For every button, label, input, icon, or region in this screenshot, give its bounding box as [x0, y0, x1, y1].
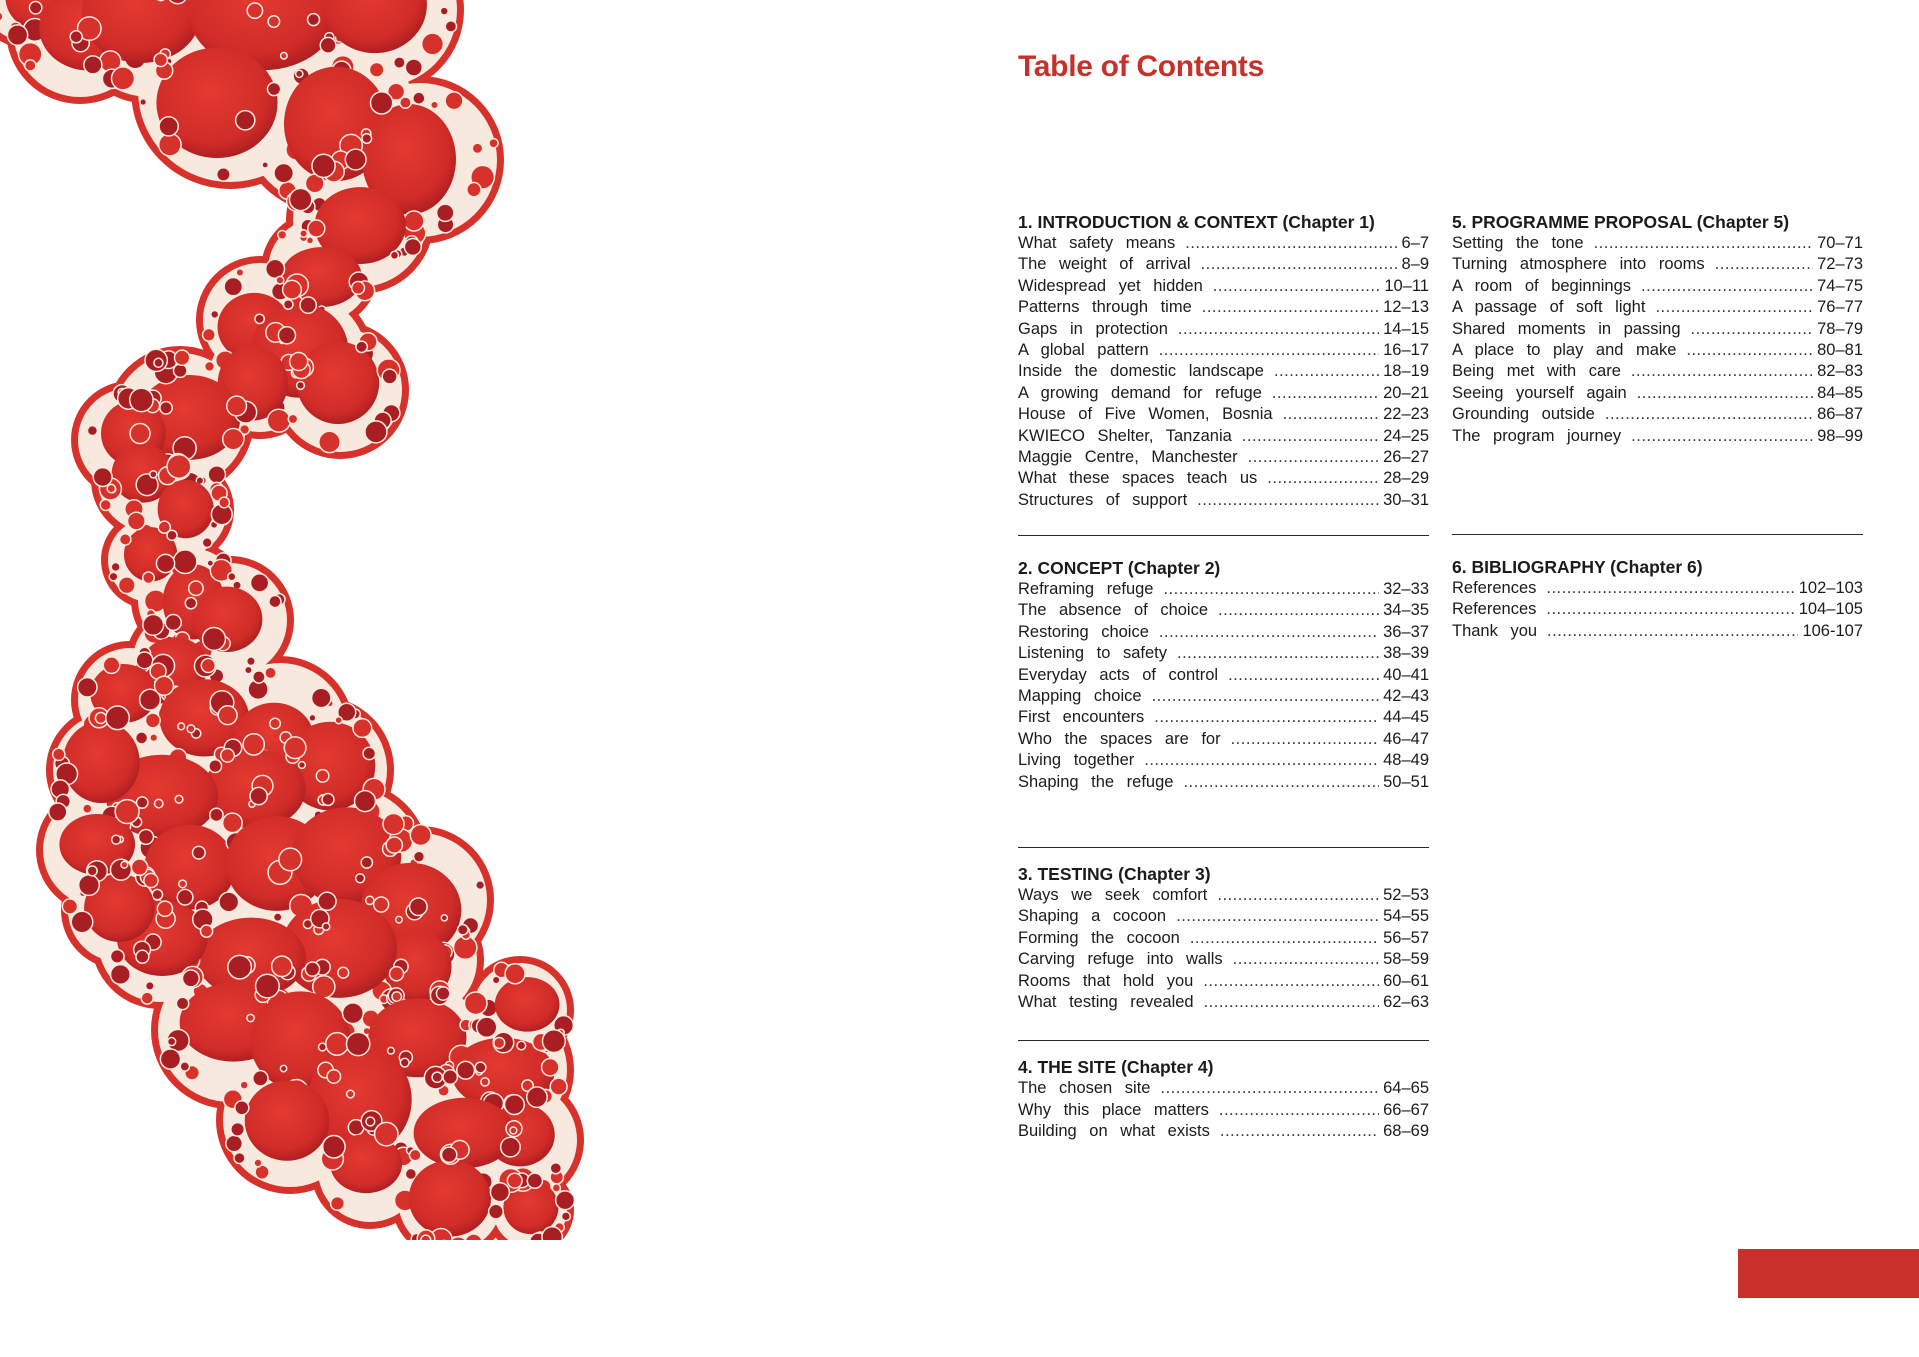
toc-entry-label: Reframing refuge — [1018, 580, 1154, 599]
toc-entry-label: House of Five Women, Bosnia — [1018, 405, 1273, 424]
toc-entry-pages: 58–59 — [1383, 950, 1429, 969]
toc-entry-label: References — [1452, 600, 1537, 619]
dot-leader — [1178, 319, 1379, 340]
toc-entry-pages: 60–61 — [1383, 971, 1429, 990]
toc-entry — [1452, 297, 1863, 318]
toc-entry-pages: 66–67 — [1383, 1100, 1429, 1119]
red-corner-tab — [1738, 1249, 1919, 1298]
toc-entry-label: Why this place matters — [1018, 1100, 1209, 1119]
toc-entry-pages: 80–81 — [1817, 340, 1863, 359]
toc-entry-pages: 48–49 — [1383, 751, 1429, 770]
toc-entry-pages: 62–63 — [1383, 992, 1429, 1011]
toc-entry — [1452, 404, 1863, 425]
toc-entry-label: Everyday acts of control — [1018, 665, 1219, 684]
dot-leader — [1283, 404, 1380, 425]
dot-leader — [1274, 361, 1379, 382]
toc-entry-pages: 54–55 — [1383, 907, 1429, 926]
toc-entry-label: Maggie Centre, Manchester — [1018, 447, 1238, 466]
toc-entry — [1452, 340, 1863, 361]
toc-entry-pages: 10–11 — [1384, 276, 1429, 295]
toc-entry-label: What safety means — [1018, 234, 1176, 252]
toc-entry-pages: 44–45 — [1383, 708, 1429, 727]
toc-column-right — [1452, 211, 1863, 642]
toc-entry-pages: 16–17 — [1383, 340, 1429, 359]
toc-entry-pages: 14–15 — [1383, 319, 1429, 338]
toc-entry-label: Restoring choice — [1018, 622, 1149, 641]
dot-leader — [1546, 599, 1794, 620]
dot-leader — [1641, 276, 1813, 297]
toc-entry-label: Grounding outside — [1452, 405, 1595, 424]
toc-entry-label: Seeing yourself again — [1452, 383, 1627, 402]
toc-entry — [1018, 949, 1429, 970]
toc-entry-pages: 30–31 — [1383, 490, 1429, 509]
toc-entry — [1452, 254, 1863, 275]
toc-entry-label: First encounters — [1018, 708, 1145, 727]
dot-leader — [1217, 885, 1379, 906]
toc-entry — [1018, 383, 1429, 404]
toc-entry — [1452, 383, 1863, 404]
toc-entry-pages: 76–77 — [1817, 298, 1863, 317]
toc-entry-pages: 74–75 — [1817, 276, 1863, 295]
page-title: Table of Contents — [1018, 50, 1265, 83]
toc-entry-pages: 6–7 — [1401, 234, 1429, 252]
dot-leader — [1154, 707, 1379, 728]
dot-leader — [1248, 447, 1380, 468]
toc-entry-pages: 104–105 — [1798, 600, 1863, 619]
dot-leader — [1686, 340, 1813, 361]
toc-entry — [1018, 906, 1429, 927]
dot-leader — [1163, 579, 1379, 600]
toc-entry-label: Living together — [1018, 751, 1135, 770]
toc-entry — [1018, 992, 1429, 1013]
toc-entry-label: Building on what exists — [1018, 1122, 1210, 1141]
toc-entry-pages: 36–37 — [1383, 622, 1429, 641]
toc-entry-label: Mapping choice — [1018, 687, 1142, 706]
toc-entry — [1018, 426, 1429, 447]
toc-entry-pages: 40–41 — [1383, 665, 1429, 684]
dot-leader — [1190, 928, 1379, 949]
toc-entry — [1018, 885, 1429, 906]
toc-entry-pages: 64–65 — [1383, 1079, 1429, 1098]
red-foam-artwork — [0, 0, 600, 1240]
toc-section-2 — [1018, 557, 1429, 793]
toc-entry — [1018, 233, 1429, 254]
toc-entry-label: Rooms that hold you — [1018, 971, 1194, 990]
toc-entry-pages: 8–9 — [1401, 255, 1429, 274]
toc-entry — [1018, 643, 1429, 664]
toc-entry-label: Gaps in protection — [1018, 319, 1168, 338]
toc-entry — [1018, 404, 1429, 425]
toc-entry — [1018, 1121, 1429, 1142]
toc-entry — [1018, 361, 1429, 382]
section-title: 1. INTRODUCTION & CONTEXT (Chapter 1) — [1018, 212, 1375, 232]
toc-entry-label: Shared moments in passing — [1452, 319, 1681, 338]
section-title: 5. PROGRAMME PROPOSAL (Chapter 5) — [1452, 212, 1790, 232]
toc-entry-label: The chosen site — [1018, 1079, 1151, 1098]
toc-entry-label: Turning atmosphere into rooms — [1452, 255, 1705, 274]
toc-entry — [1018, 1100, 1429, 1121]
toc-entry-pages: 12–13 — [1383, 298, 1429, 317]
toc-entry — [1018, 928, 1429, 949]
toc-entry-pages: 46–47 — [1383, 729, 1429, 748]
toc-entry-pages: 50–51 — [1383, 772, 1429, 791]
toc-entry — [1452, 621, 1863, 642]
toc-entry — [1018, 729, 1429, 750]
toc-column-left — [1018, 211, 1429, 1143]
dot-leader — [1220, 1121, 1379, 1142]
toc-entry-label: The program journey — [1452, 426, 1622, 445]
dot-leader — [1177, 643, 1379, 664]
toc-entry — [1018, 447, 1429, 468]
toc-entry-label: A growing demand for refuge — [1018, 383, 1262, 402]
toc-entry-label: Who the spaces are for — [1018, 729, 1221, 748]
section-title: 6. BIBLIOGRAPHY (Chapter 6) — [1452, 556, 1703, 577]
toc-entry-label: References — [1452, 578, 1537, 597]
toc-entry-pages: 98–99 — [1817, 426, 1863, 445]
dot-leader — [1185, 233, 1397, 254]
toc-entry — [1452, 233, 1863, 254]
toc-entry — [1018, 490, 1429, 511]
toc-entry-label: The weight of arrival — [1018, 255, 1191, 274]
toc-entry-label: A room of beginnings — [1452, 276, 1632, 295]
dot-leader — [1637, 383, 1813, 404]
dot-leader — [1655, 297, 1813, 318]
dot-leader — [1160, 1078, 1379, 1099]
toc-entry — [1018, 468, 1429, 489]
toc-section-4 — [1018, 1056, 1429, 1142]
toc-entry — [1452, 361, 1863, 382]
toc-entry-label: What testing revealed — [1018, 992, 1194, 1011]
section-title: 2. CONCEPT (Chapter 2) — [1018, 558, 1221, 579]
dot-leader — [1159, 622, 1379, 643]
dot-leader — [1228, 665, 1379, 686]
toc-entry-pages: 102–103 — [1798, 578, 1863, 597]
dot-leader — [1691, 319, 1814, 340]
toc-entry-pages: 86–87 — [1817, 405, 1863, 424]
dot-leader — [1547, 621, 1798, 642]
toc-entry — [1018, 600, 1429, 621]
toc-entry — [1018, 772, 1429, 793]
toc-entry-label: Setting the tone — [1452, 234, 1584, 252]
dot-leader — [1144, 750, 1379, 771]
toc-entry-pages: 106-107 — [1802, 621, 1863, 640]
toc-entry-label: Structures of support — [1018, 490, 1188, 509]
toc-entry-pages: 78–79 — [1817, 319, 1863, 338]
toc-entry-label: Forming the cocoon — [1018, 928, 1180, 947]
toc-entry-label: Patterns through time — [1018, 298, 1192, 317]
section-title: 4. THE SITE (Chapter 4) — [1018, 1057, 1214, 1078]
toc-entry — [1452, 319, 1863, 340]
toc-entry-pages: 68–69 — [1383, 1122, 1429, 1141]
dot-leader — [1213, 276, 1381, 297]
toc-entry-label: Thank you — [1452, 621, 1538, 640]
dot-leader — [1631, 426, 1813, 447]
toc-entry-label: Being met with care — [1452, 362, 1621, 381]
toc-entry — [1018, 750, 1429, 771]
toc-entry-label: Inside the domestic landscape — [1018, 362, 1264, 381]
toc-entry — [1018, 707, 1429, 728]
toc-entry — [1018, 686, 1429, 707]
toc-entry-label: Carving refuge into walls — [1018, 950, 1223, 969]
toc-entry — [1452, 426, 1863, 447]
dot-leader — [1594, 233, 1814, 254]
toc-entry-pages: 42–43 — [1383, 687, 1429, 706]
toc-entry — [1452, 599, 1863, 620]
toc-entry-pages: 34–35 — [1383, 601, 1429, 620]
dot-leader — [1546, 578, 1794, 599]
dot-leader — [1159, 340, 1379, 361]
toc-entry-label: KWIECO Shelter, Tanzania — [1018, 426, 1232, 445]
toc-entry-label: Ways we seek comfort — [1018, 885, 1208, 904]
toc-entry-label: A place to play and make — [1452, 340, 1677, 359]
toc-entry-label: Listening to safety — [1018, 644, 1167, 663]
toc-entry-pages: 82–83 — [1817, 362, 1863, 381]
toc-entry — [1452, 578, 1863, 599]
toc-entry-label: A global pattern — [1018, 340, 1149, 359]
dot-leader — [1267, 468, 1379, 489]
toc-entry — [1018, 340, 1429, 361]
toc-entry — [1018, 276, 1429, 297]
toc-entry-pages: 24–25 — [1383, 426, 1429, 445]
toc-entry — [1018, 971, 1429, 992]
dot-leader — [1605, 404, 1813, 425]
toc-entry-pages: 32–33 — [1383, 580, 1429, 599]
dot-leader — [1204, 992, 1380, 1013]
toc-entry-pages: 52–53 — [1383, 885, 1429, 904]
toc-entry — [1018, 622, 1429, 643]
toc-section-5 — [1452, 211, 1863, 447]
dot-leader — [1176, 906, 1379, 927]
toc-entry-pages: 22–23 — [1383, 405, 1429, 424]
dot-leader — [1197, 490, 1379, 511]
toc-entry-pages: 70–71 — [1817, 234, 1863, 252]
dot-leader — [1218, 600, 1379, 621]
toc-entry-pages: 26–27 — [1383, 447, 1429, 466]
dot-leader — [1152, 686, 1380, 707]
dot-leader — [1203, 971, 1379, 992]
toc-entry-label: Shaping a cocoon — [1018, 907, 1167, 926]
dot-leader — [1201, 254, 1398, 275]
toc-entry-label: The absence of choice — [1018, 601, 1209, 620]
toc-entry-label: Widespread yet hidden — [1018, 276, 1203, 295]
toc-entry-pages: 20–21 — [1383, 383, 1429, 402]
toc-entry — [1018, 579, 1429, 600]
dot-leader — [1242, 426, 1379, 447]
toc-entry-pages: 38–39 — [1383, 644, 1429, 663]
toc-entry-label: A passage of soft light — [1452, 298, 1646, 317]
toc-entry-label: Shaping the refuge — [1018, 772, 1174, 791]
dot-leader — [1219, 1100, 1379, 1121]
toc-entry-pages: 84–85 — [1817, 383, 1863, 402]
toc-entry-pages: 56–57 — [1383, 928, 1429, 947]
toc-entry — [1018, 297, 1429, 318]
toc-entry-pages: 18–19 — [1383, 362, 1429, 381]
toc-entry-pages: 72–73 — [1817, 255, 1863, 274]
toc-section-1 — [1018, 211, 1429, 511]
dot-leader — [1202, 297, 1379, 318]
toc-entry — [1018, 1078, 1429, 1099]
toc-section-3 — [1018, 863, 1429, 1013]
section-title: 3. TESTING (Chapter 3) — [1018, 863, 1211, 884]
toc-entry — [1018, 665, 1429, 686]
dot-leader — [1183, 772, 1379, 793]
toc-section-6 — [1452, 556, 1863, 642]
toc-entry — [1018, 319, 1429, 340]
dot-leader — [1231, 729, 1380, 750]
toc-entry-label: What these spaces teach us — [1018, 469, 1258, 488]
toc-entry — [1018, 254, 1429, 275]
toc-entry — [1452, 276, 1863, 297]
dot-leader — [1233, 949, 1379, 970]
dot-leader — [1631, 361, 1813, 382]
dot-leader — [1715, 254, 1813, 275]
dot-leader — [1272, 383, 1379, 404]
toc-entry-pages: 28–29 — [1383, 469, 1429, 488]
